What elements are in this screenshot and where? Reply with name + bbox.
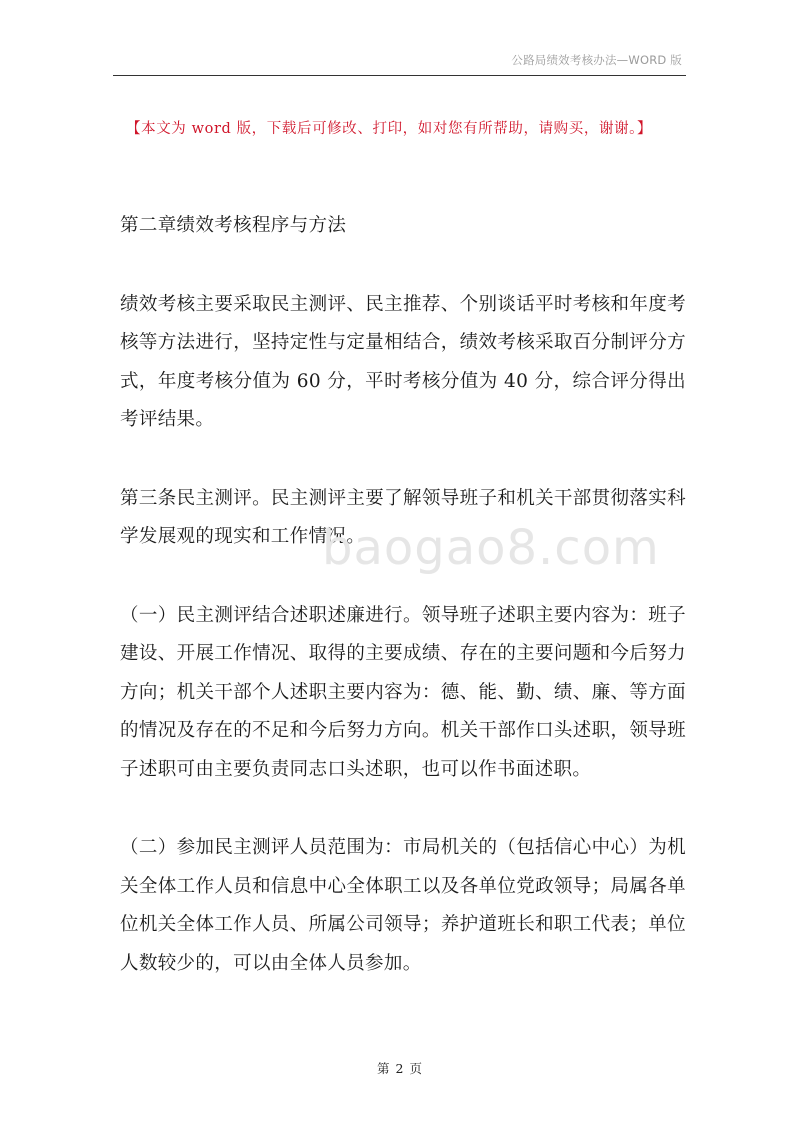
body-paragraph: （一）民主测评结合述职述廉进行。领导班子述职主要内容为：班子建设、开展工作情况、取得的主要成绩、存在的主要问题和今后努力方向；机关干部个人述职主要内容为：德、能、勤、绩、廉、等方面的情况及存在的不足和今后努力方向。机关干部作口头述职，领导班子述职可由主要负责同志口头述职，也可以作书面述职。 <box>120 604 686 780</box>
purchase-notice: 【本文为 word 版，下载后可修改、打印，如对您有所帮助，请购买，谢谢。】 <box>126 121 653 137</box>
header-divider <box>113 75 686 76</box>
header-document-title: 公路局绩效考核办法—WORD 版 <box>511 53 682 67</box>
page-number: 第 2 页 <box>377 1061 423 1076</box>
body-paragraph: （二）参加民主测评人员范围为：市局机关的（包括信心中心）为机关全体工作人员和信息中心全体职工以及各单位党政领导；局属各单位机关全体工作人员、所属公司领导；养护道班长和职工代表；单位人数较少的，可以由全体人员参加。 <box>120 837 686 974</box>
body-paragraph: 第三条民主测评。民主测评主要了解领导班子和机关干部贯彻落实科学发展观的现实和工作情况。 <box>120 487 686 547</box>
document-body <box>120 207 686 1023</box>
chapter-heading: 第二章绩效考核程序与方法 <box>120 215 347 236</box>
watermark-text: baogao8.com <box>322 520 660 576</box>
body-paragraph: 绩效考核主要采取民主测评、民主推荐、个别谈话平时考核和年度考核等方法进行，坚持定性与定量相结合，绩效考核采取百分制评分方式，年度考核分值为 60 分，平时考核分值为 40 分，综合评分得出考评结果。 <box>120 293 686 430</box>
